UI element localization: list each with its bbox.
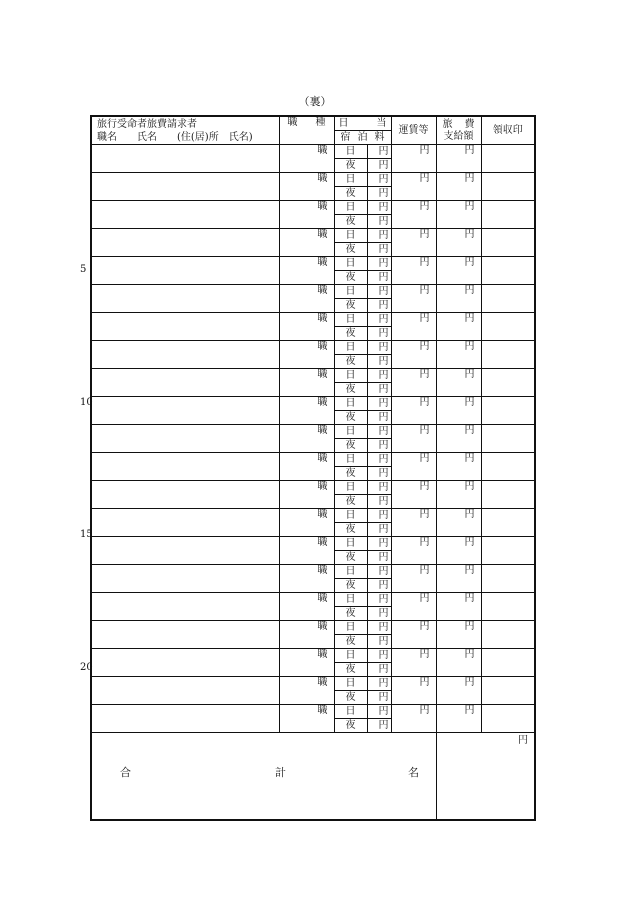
receipt-seal-cell[interactable]	[481, 145, 535, 173]
day-yen: 円	[367, 201, 391, 215]
night-yen: 円	[367, 663, 391, 677]
day-label: 日	[334, 313, 367, 327]
applicant-header-line2: 職名 氏名 (住(居)所 氏名)	[97, 131, 253, 143]
day-label: 日	[334, 397, 367, 411]
day-yen: 円	[367, 313, 391, 327]
job-label: 職	[279, 425, 334, 453]
night-label: 夜	[334, 411, 367, 425]
payment-yen: 円	[436, 481, 481, 509]
night-yen: 円	[367, 355, 391, 369]
payment-yen: 円	[436, 173, 481, 201]
receipt-seal-cell[interactable]	[481, 649, 535, 677]
job-type-header: 職 種	[279, 116, 334, 145]
receipt-seal-cell[interactable]	[481, 173, 535, 201]
fare-yen: 円	[391, 145, 436, 173]
day-label: 日	[334, 229, 367, 243]
day-label: 日	[334, 369, 367, 383]
night-label: 夜	[334, 635, 367, 649]
day-label: 日	[334, 537, 367, 551]
job-label: 職	[279, 593, 334, 621]
day-label: 日	[334, 145, 367, 159]
day-yen: 円	[367, 173, 391, 187]
receipt-seal-header: 領収印	[481, 116, 535, 145]
payment-yen: 円	[436, 341, 481, 369]
receipt-seal-cell[interactable]	[481, 397, 535, 425]
applicant-cell[interactable]	[91, 537, 279, 565]
applicant-cell[interactable]	[91, 621, 279, 649]
applicant-cell[interactable]	[91, 257, 279, 285]
night-yen: 円	[367, 299, 391, 313]
receipt-seal-cell[interactable]	[481, 705, 535, 733]
applicant-cell[interactable]	[91, 145, 279, 173]
daily-allowance-header: 日 当	[334, 116, 391, 131]
day-yen: 円	[367, 705, 391, 719]
job-label: 職	[279, 341, 334, 369]
table-row	[91, 453, 535, 467]
payment-yen: 円	[436, 593, 481, 621]
night-yen: 円	[367, 215, 391, 229]
night-yen: 円	[367, 187, 391, 201]
night-yen: 円	[367, 327, 391, 341]
job-label: 職	[279, 285, 334, 313]
night-label: 夜	[334, 215, 367, 229]
applicant-cell[interactable]	[91, 481, 279, 509]
night-label: 夜	[334, 495, 367, 509]
payment-yen: 円	[436, 565, 481, 593]
table-row	[91, 369, 535, 383]
lodging-header: 宿 泊 料	[334, 131, 391, 145]
night-yen: 円	[367, 271, 391, 285]
day-yen: 円	[367, 341, 391, 355]
day-yen: 円	[367, 621, 391, 635]
receipt-seal-cell[interactable]	[481, 537, 535, 565]
day-label: 日	[334, 705, 367, 719]
payment-yen: 円	[436, 649, 481, 677]
day-label: 日	[334, 425, 367, 439]
total-char-1: 合	[120, 766, 131, 779]
row-number-15: 15	[80, 529, 93, 540]
job-label: 職	[279, 201, 334, 229]
night-label: 夜	[334, 719, 367, 733]
applicant-header	[91, 116, 279, 145]
night-label: 夜	[334, 243, 367, 257]
applicant-cell[interactable]	[91, 593, 279, 621]
receipt-seal-cell[interactable]	[481, 481, 535, 509]
applicant-cell[interactable]	[91, 705, 279, 733]
receipt-seal-cell[interactable]	[481, 677, 535, 705]
job-label: 職	[279, 649, 334, 677]
applicant-cell[interactable]	[91, 285, 279, 313]
day-yen: 円	[367, 397, 391, 411]
payment-yen: 円	[436, 705, 481, 733]
table-row	[91, 425, 535, 439]
night-label: 夜	[334, 187, 367, 201]
night-yen: 円	[367, 635, 391, 649]
total-row	[91, 733, 535, 821]
payment-yen: 円	[436, 425, 481, 453]
travel-expense-table	[90, 115, 536, 821]
table-row	[91, 537, 535, 551]
applicant-cell[interactable]	[91, 425, 279, 453]
day-yen: 円	[367, 145, 391, 159]
fare-yen: 円	[391, 621, 436, 649]
travel-cost-header: 旅 費 支給額	[436, 116, 481, 145]
payment-yen: 円	[436, 229, 481, 257]
fare-yen: 円	[391, 481, 436, 509]
total-amount-cell[interactable]: 円	[436, 733, 535, 821]
fare-yen: 円	[391, 593, 436, 621]
day-yen: 円	[367, 509, 391, 523]
job-label: 職	[279, 173, 334, 201]
night-label: 夜	[334, 663, 367, 677]
day-yen: 円	[367, 593, 391, 607]
job-label: 職	[279, 565, 334, 593]
applicant-cell[interactable]	[91, 565, 279, 593]
night-label: 夜	[334, 439, 367, 453]
day-label: 日	[334, 621, 367, 635]
receipt-seal-cell[interactable]	[481, 341, 535, 369]
job-label: 職	[279, 229, 334, 257]
job-label: 職	[279, 677, 334, 705]
night-yen: 円	[367, 159, 391, 173]
day-label: 日	[334, 257, 367, 271]
table-row	[91, 705, 535, 719]
payment-yen: 円	[436, 677, 481, 705]
night-yen: 円	[367, 467, 391, 481]
day-label: 日	[334, 593, 367, 607]
fare-yen: 円	[391, 313, 436, 341]
night-label: 夜	[334, 327, 367, 341]
job-label: 職	[279, 537, 334, 565]
applicant-cell[interactable]	[91, 509, 279, 537]
applicant-cell[interactable]	[91, 649, 279, 677]
fare-yen: 円	[391, 201, 436, 229]
table-row	[91, 593, 535, 607]
fare-yen: 円	[391, 677, 436, 705]
night-label: 夜	[334, 579, 367, 593]
fare-yen: 円	[391, 285, 436, 313]
night-yen: 円	[367, 495, 391, 509]
payment-yen: 円	[436, 257, 481, 285]
table-row	[91, 173, 535, 187]
total-label-cell	[91, 733, 436, 821]
night-yen: 円	[367, 439, 391, 453]
table-row	[91, 509, 535, 523]
day-yen: 円	[367, 257, 391, 271]
payment-yen: 円	[436, 509, 481, 537]
night-yen: 円	[367, 691, 391, 705]
table-row	[91, 229, 535, 243]
job-label: 職	[279, 397, 334, 425]
day-label: 日	[334, 341, 367, 355]
row-number-20: 20	[80, 662, 93, 673]
payment-yen: 円	[436, 537, 481, 565]
payment-yen: 円	[436, 201, 481, 229]
receipt-seal-cell[interactable]	[481, 565, 535, 593]
receipt-seal-cell[interactable]	[481, 369, 535, 397]
receipt-seal-cell[interactable]	[481, 453, 535, 481]
receipt-seal-cell[interactable]	[481, 229, 535, 257]
table-row	[91, 341, 535, 355]
day-yen: 円	[367, 649, 391, 663]
day-yen: 円	[367, 481, 391, 495]
day-label: 日	[334, 201, 367, 215]
fare-yen: 円	[391, 453, 436, 481]
night-label: 夜	[334, 467, 367, 481]
night-yen: 円	[367, 523, 391, 537]
fare-yen: 円	[391, 705, 436, 733]
night-label: 夜	[334, 299, 367, 313]
day-yen: 円	[367, 229, 391, 243]
table-row	[91, 313, 535, 327]
applicant-cell[interactable]	[91, 453, 279, 481]
applicant-cell[interactable]	[91, 369, 279, 397]
payment-yen: 円	[436, 145, 481, 173]
payment-yen: 円	[436, 313, 481, 341]
job-label: 職	[279, 145, 334, 173]
night-label: 夜	[334, 159, 367, 173]
job-label: 職	[279, 481, 334, 509]
day-yen: 円	[367, 453, 391, 467]
table-row	[91, 565, 535, 579]
receipt-seal-cell[interactable]	[481, 593, 535, 621]
day-yen: 円	[367, 565, 391, 579]
night-yen: 円	[367, 243, 391, 257]
table-row	[91, 481, 535, 495]
fare-yen: 円	[391, 649, 436, 677]
day-label: 日	[334, 285, 367, 299]
job-label: 職	[279, 705, 334, 733]
fare-yen: 円	[391, 425, 436, 453]
total-char-2: 計	[275, 766, 286, 779]
day-yen: 円	[367, 369, 391, 383]
payment-yen: 円	[436, 369, 481, 397]
table-row	[91, 257, 535, 271]
page-title: （裏）	[298, 95, 332, 108]
payment-yen: 円	[436, 621, 481, 649]
fare-yen: 円	[391, 173, 436, 201]
applicant-cell[interactable]	[91, 229, 279, 257]
day-yen: 円	[367, 425, 391, 439]
receipt-seal-cell[interactable]	[481, 285, 535, 313]
job-label: 職	[279, 257, 334, 285]
table-row	[91, 621, 535, 635]
table-row	[91, 397, 535, 411]
applicant-cell[interactable]	[91, 313, 279, 341]
payment-yen: 円	[436, 397, 481, 425]
receipt-seal-cell[interactable]	[481, 201, 535, 229]
receipt-seal-cell[interactable]	[481, 257, 535, 285]
day-label: 日	[334, 509, 367, 523]
table-row	[91, 201, 535, 215]
day-label: 日	[334, 649, 367, 663]
table-row	[91, 145, 535, 159]
day-label: 日	[334, 677, 367, 691]
fare-yen: 円	[391, 341, 436, 369]
day-label: 日	[334, 173, 367, 187]
job-label: 職	[279, 509, 334, 537]
fare-header: 運賃等	[391, 116, 436, 145]
day-label: 日	[334, 565, 367, 579]
night-label: 夜	[334, 355, 367, 369]
receipt-seal-cell[interactable]	[481, 425, 535, 453]
fare-yen: 円	[391, 369, 436, 397]
night-yen: 円	[367, 383, 391, 397]
night-label: 夜	[334, 523, 367, 537]
day-label: 日	[334, 481, 367, 495]
applicant-cell[interactable]	[91, 201, 279, 229]
receipt-seal-cell[interactable]	[481, 509, 535, 537]
fare-yen: 円	[391, 537, 436, 565]
night-yen: 円	[367, 579, 391, 593]
row-number-10: 10	[80, 397, 93, 408]
day-yen: 円	[367, 537, 391, 551]
row-number-5: 5	[80, 264, 87, 275]
total-char-3: 名	[408, 766, 419, 779]
table-row	[91, 649, 535, 663]
day-yen: 円	[367, 285, 391, 299]
receipt-seal-cell[interactable]	[481, 313, 535, 341]
job-label: 職	[279, 369, 334, 397]
day-yen: 円	[367, 677, 391, 691]
table-row	[91, 285, 535, 299]
applicant-cell[interactable]	[91, 397, 279, 425]
night-label: 夜	[334, 271, 367, 285]
night-label: 夜	[334, 607, 367, 621]
night-yen: 円	[367, 719, 391, 733]
fare-yen: 円	[391, 257, 436, 285]
fare-yen: 円	[391, 509, 436, 537]
night-label: 夜	[334, 551, 367, 565]
night-yen: 円	[367, 607, 391, 621]
night-yen: 円	[367, 551, 391, 565]
night-yen: 円	[367, 411, 391, 425]
table-row	[91, 677, 535, 691]
applicant-cell[interactable]	[91, 173, 279, 201]
applicant-cell[interactable]	[91, 677, 279, 705]
payment-yen: 円	[436, 285, 481, 313]
payment-yen: 円	[436, 453, 481, 481]
fare-yen: 円	[391, 229, 436, 257]
applicant-header-line1: 旅行受命者旅費請求者	[97, 118, 197, 130]
fare-yen: 円	[391, 565, 436, 593]
day-label: 日	[334, 453, 367, 467]
night-label: 夜	[334, 383, 367, 397]
job-label: 職	[279, 621, 334, 649]
applicant-cell[interactable]	[91, 341, 279, 369]
job-label: 職	[279, 453, 334, 481]
receipt-seal-cell[interactable]	[481, 621, 535, 649]
fare-yen: 円	[391, 397, 436, 425]
job-label: 職	[279, 313, 334, 341]
night-label: 夜	[334, 691, 367, 705]
